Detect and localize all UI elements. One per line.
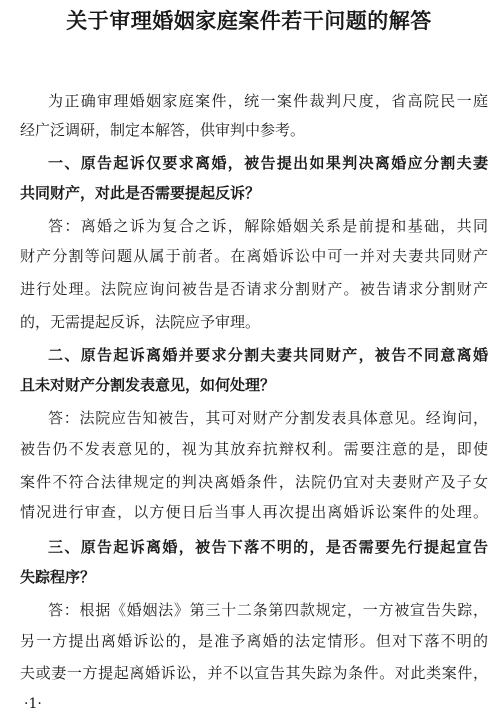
answer-line: 情况进行审查，以方便日后当事人再次提出离婚诉讼案件的处理。 xyxy=(20,503,488,521)
question-heading-line: 失踪程序？ xyxy=(20,568,96,586)
answer-line: 答：离婚之诉为复合之诉，解除婚姻关系是前提和基础，共同 xyxy=(48,217,488,235)
document-title: 关于审理婚姻家庭案件若干问题的解答 xyxy=(66,9,432,33)
question-heading-line: 一、原告起诉仅要求离婚，被告提出如果判决离婚应分割夫妻 xyxy=(48,154,488,172)
question-heading-line: 三、原告起诉离婚，被告下落不明的，是否需要先行提起宣告 xyxy=(48,538,488,556)
answer-line: 的，无需提起反诉，法院应予审理。 xyxy=(20,313,261,331)
question-heading-line: 二、原告起诉离婚并要求分割夫妻共同财产，被告不同意离婚 xyxy=(48,346,488,364)
answer-line: 进行处理。法院应询问被告是否请求分割财产。被告请求分割财产 xyxy=(20,280,488,298)
question-heading-line: 且未对财产分割发表意见，如何处理？ xyxy=(20,376,276,394)
question-heading-line: 共同财产，对此是否需要提起反诉？ xyxy=(20,184,261,202)
answer-line: 被告仍不发表意见的，视为其放弃抗辩权利。需要注意的是，即使 xyxy=(20,440,488,458)
answer-line: 案件不符合法律规定的判决离婚条件，法院仍宜对夫妻财产及子女 xyxy=(20,473,488,491)
answer-line: 另一方提出离婚诉讼的，是准予离婚的法定情形。但对下落不明的 xyxy=(20,632,488,650)
answer-line: 夫或妻一方提起离婚诉讼，并不以宣告其失踪为条件。对此类案件， xyxy=(20,664,488,682)
answer-line: 答：法院应告知被告，其可对财产分割发表具体意见。经询问， xyxy=(48,409,488,427)
answer-line: 答：根据《婚姻法》第三十二条第四款规定，一方被宣告失踪， xyxy=(48,601,488,619)
paragraph-line: 为正确审理婚姻家庭案件，统一案件裁判尺度，省高院民一庭 xyxy=(48,92,488,110)
answer-line: 财产分割等问题从属于前者。在离婚诉讼中可一并对夫妻共同财产 xyxy=(20,247,488,265)
paragraph-line: 经广泛调研，制定本解答，供审判中参考。 xyxy=(20,121,306,139)
page-number: ·1· xyxy=(24,696,42,712)
